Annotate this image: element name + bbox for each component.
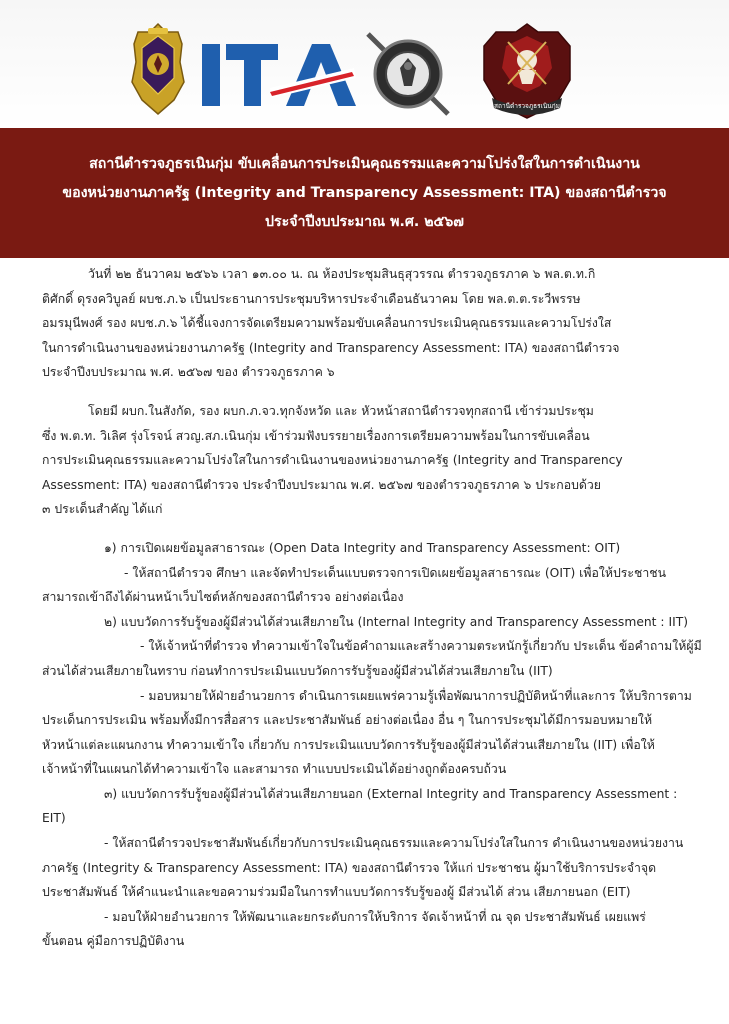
text-line: การประเมินคุณธรรมและความโปร่งใสในการดำเนินงานของหน่วยงานภาครัฐ (Integrity and Transparency <box>42 453 623 468</box>
item-2 <box>42 610 702 782</box>
sword-seal-logo <box>362 28 454 120</box>
text-line: ประชาสัมพันธ์ ให้คำแนะนำและขอความร่วมมือในการทำแบบวัดการรับรู้ของผู้ มีส่วนได้ ส่วน เสียภายนอก (EIT) <box>42 885 631 900</box>
text-line: ประจำปีงบประมาณ พ.ศ. ๒๕๖๗ ของ ตำรวจภูธรภาค ๖ <box>42 365 335 380</box>
text-line: - มอบหมายให้ฝ่ายอำนวยการ ดำเนินการเผยแพร่ความรู้เพื่อพัฒนาการปฏิบัติหน้าที่และการ ให้บริการตาม <box>140 688 692 703</box>
item-1-heading: ๑) การเปิดเผยข้อมูลสาธารณะ (Open Data Integrity and Transparency Assessment: OIT) <box>104 540 621 555</box>
text-line: โดยมี ผบก.ในสังกัด, รอง ผบก.ภ.จว.ทุกจังหวัด และ หัวหน้าสถานีตำรวจทุกสถานี เข้าร่วมประชุม <box>88 403 594 418</box>
text-line: วันที่ ๒๒ ธันวาคม ๒๕๖๖ เวลา ๑๓.๐๐ น. ณ ห้องประชุมสินธุสุวรรณ ตำรวจภูธรภาค ๖ พล.ต.ท.กิ <box>88 267 596 281</box>
text-line: - มอบให้ฝ่ายอำนวยการ ให้พัฒนาและยกระดับการให้บริการ จัดเจ้าหน้าที่ ณ จุด ประชาสัมพันธ์ เผยแพร่ <box>104 909 646 924</box>
text-line: ขั้นตอน คู่มือการปฏิบัติงาน <box>42 934 185 949</box>
item-2-heading: ๒) แบบวัดการรับรู้ของผู้มีส่วนได้ส่วนเสียภายใน (Internal Integrity and Transparency Assessment : IIT) <box>104 614 689 629</box>
region-emblem-label: สถานีตำรวจภูธรเนินกุ่ม <box>494 102 560 110</box>
title-line-3: ประจำปีงบประมาณ พ.ศ. ๒๕๖๗ <box>265 213 464 230</box>
logo-strip <box>0 0 729 128</box>
text-line: ๓ ประเด็นสำคัญ ได้แก่ <box>42 502 163 517</box>
title-line-1: สถานีตำรวจภูธรเนินกุ่ม ขับเคลื่อนการประเมินคุณธรรมและความโปร่งใสในการดำเนินงาน <box>89 155 640 172</box>
text-line: ซึ่ง พ.ต.ท. วิเลิศ รุ่งโรจน์ สวญ.สภ.เนินกุ่ม เข้าร่วมฟังบรรยายเรื่องการเตรียมความพร้อมในการขับเคลื่อน <box>42 428 590 443</box>
text-line: เจ้าหน้าที่ในแผนกได้ทำความเข้าใจ และสามารถ ทำแบบประเมินได้อย่างถูกต้องครบถ้วน <box>42 762 507 777</box>
region-emblem-logo <box>478 22 576 120</box>
text-line: ภาครัฐ (Integrity & Transparency Assessment: ITA) ของสถานีตำรวจ ให้แก่ ประชาชน ผู้มาใช้บริการประจำจุด <box>42 860 657 875</box>
text-line: หัวหน้าแต่ละแผนกงาน ทำความเข้าใจ เกี่ยวกับ การประเมินแบบวัดการรับรู้ของผู้มีส่วนได้ส่วนเสียภายใน (IIT) เพื่อให้ <box>42 737 655 752</box>
text-line: ส่วนได้ส่วนเสียภายในทราบ ก่อนทำการประเมินแบบวัดการรับรู้ของผู้มีส่วนได้ส่วนเสียภายใน (IIT) <box>42 663 553 678</box>
text-line: ประเด็นการประเมิน พร้อมทั้งมีการสื่อสาร และประชาสัมพันธ์ อย่างต่อเนื่อง อื่น ๆ ในการประชุมได้มีการมอบหมายให้ <box>42 713 653 728</box>
text-line: สามารถเข้าถึงได้ผ่านหน้าเว็บไซต์หลักของสถานีตำรวจ อย่างต่อเนื่อง <box>42 590 404 605</box>
text-line: ในการดำเนินงานของหน่วยงานภาครัฐ (Integrity and Transparency Assessment: ITA) ของสถานีตำรวจ <box>42 340 620 355</box>
title-banner <box>0 128 729 258</box>
title-line-2: ของหน่วยงานภาครัฐ (Integrity and Transparency Assessment: ITA) ของสถานีตำรวจ <box>62 184 667 201</box>
article-body <box>42 262 702 954</box>
text-line: - ให้สถานีตำรวจประชาสัมพันธ์เกี่ยวกับการประเมินคุณธรรมและความโปร่งใสในการ ดำเนินงานของหน่วยงาน <box>104 836 684 851</box>
item-3-heading: ๓) แบบวัดการรับรู้ของผู้มีส่วนได้ส่วนเสียภายนอก (External Integrity and Transparency Assessment : <box>104 786 678 801</box>
paragraph-2 <box>42 399 688 522</box>
ita-logo <box>200 38 362 112</box>
item-1 <box>42 536 688 610</box>
text-line: อมรมุนีพงศ์ รอง ผบช.ภ.๖ ได้ชี้แจงการจัดเตรียมความพร้อมขับเคลื่อนการประเมินคุณธรรมและความโปร่งใส <box>42 316 612 331</box>
police-crest-logo <box>126 22 190 116</box>
text-line: ติศักดิ์ ดุรงควิบูลย์ ผบช.ภ.๖ เป็นประธานการประชุมบริหารประจำเดือนธันวาคม โดย พล.ต.ต.ระวีพรรษ <box>42 291 581 306</box>
text-line: Assessment: ITA) ของสถานีตำรวจ ประจำปีงบประมาณ พ.ศ. ๒๕๖๗ ของตำรวจภูธรภาค ๖ ประกอบด้วย <box>42 477 602 492</box>
text-line: EIT) <box>42 811 66 826</box>
text-line: - ให้เจ้าหน้าที่ตำรวจ ทำความเข้าใจในข้อคำถามและสร้างความตระหนักรู้เกี่ยวกับ ประเด็น ข้อคำถามให้ผู้มี <box>140 639 702 654</box>
text-line: - ให้สถานีตำรวจ ศึกษา และจัดทำประเด็นแบบตรวจการเปิดเผยข้อมูลสาธารณะ (OIT) เพื่อให้ประชาชน <box>124 565 667 580</box>
item-3 <box>42 782 688 954</box>
paragraph-1 <box>42 262 688 385</box>
